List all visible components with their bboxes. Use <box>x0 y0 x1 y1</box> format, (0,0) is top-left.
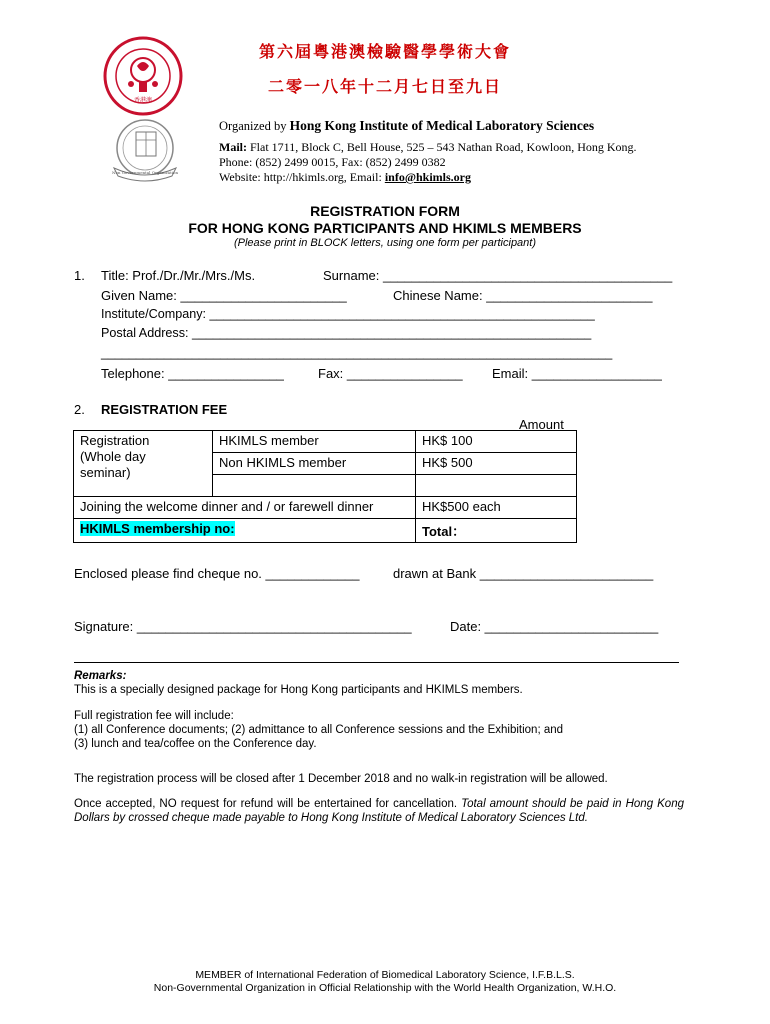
fax-field[interactable]: Fax: ________________ <box>318 366 463 381</box>
divider <box>74 662 679 663</box>
mail-label: Mail: <box>219 140 247 154</box>
section-2-number: 2. <box>74 402 85 417</box>
telephone-field[interactable]: Telephone: ________________ <box>101 366 284 381</box>
surname-field[interactable]: Surname: ________________________________________ <box>323 268 673 283</box>
seal-banner-text: Non Governmental Organization <box>111 170 179 175</box>
registration-label: Registration (Whole day seminar) <box>74 431 213 497</box>
title-field[interactable]: Title: Prof./Dr./Mr./Mrs./Ms. <box>101 268 256 283</box>
section-2-title: REGISTRATION FEE <box>101 402 228 417</box>
signature-field[interactable]: Signature: ______________________________________ <box>74 619 412 634</box>
table-row <box>74 519 577 543</box>
website-line <box>219 170 471 185</box>
email-field[interactable]: Email: __________________ <box>492 366 662 381</box>
table-row <box>74 431 577 453</box>
conference-logo <box>103 36 183 116</box>
dinner-fee: HK$500 each <box>416 497 577 519</box>
form-instruction: (Please print in BLOCK letters, using one form per participant) <box>233 237 537 249</box>
logo-text: 香港澳 <box>133 97 153 104</box>
nonmember-label: Non HKIMLS member <box>213 453 416 475</box>
mail-line <box>219 140 637 155</box>
refund-policy: Once accepted, NO request for refund will be entertained for cancellation. <box>74 798 458 810</box>
remarks-p2-line1: Full registration fee will include: <box>74 710 234 722</box>
empty-cell <box>213 475 416 497</box>
remarks-p4 <box>74 797 684 825</box>
email-link[interactable]: info@hkimls.org <box>384 170 471 184</box>
postal-address-cont[interactable]: _________________________________________________________________________ <box>101 346 613 360</box>
organizer-name: Hong Kong Institute of Medical Laboratory Sciences <box>289 118 595 133</box>
membership-no-cell[interactable] <box>74 519 416 543</box>
amount-header: Amount <box>519 417 564 432</box>
empty-cell <box>416 475 577 497</box>
registration-fee-table <box>73 430 577 543</box>
remarks-p2-line2: (1) all Conference documents; (2) admittance to all Conference sessions and the Exhibition; and <box>74 724 564 736</box>
phone-line: Phone: (852) 2499 0015, Fax: (852) 2499 0382 <box>219 155 446 169</box>
cheque-field[interactable]: Enclosed please find cheque no. _____________ <box>74 566 360 581</box>
date-field[interactable]: Date: ________________________ <box>450 619 659 634</box>
nonmember-fee: HK$ 500 <box>416 453 577 475</box>
conference-date-zh: 二零一八年十二月七日至九日 <box>267 77 502 96</box>
dinner-label: Joining the welcome dinner and / or farewell dinner <box>74 497 416 519</box>
mail-address: Flat 1711, Block C, Bell House, 525 – 543 Nathan Road, Kowloon, Hong Kong. <box>250 140 637 154</box>
form-subtitle-main: FOR HONG KONG PARTICIPANTS AND HKIMLS MEMBERS <box>188 220 582 236</box>
table-row <box>74 497 577 519</box>
organized-prefix: Organized by <box>219 119 287 133</box>
payment-instructions: Total amount should be paid in Hong Kong Dollars by crossed cheque made payable to Hong Kong Institute of Medical Laboratory Sciences Ltd. <box>74 798 684 824</box>
hkimls-seal-logo <box>108 118 182 184</box>
remarks-p3: The registration process will be closed after 1 December 2018 and no walk-in registration will be allowed. <box>74 773 608 785</box>
institute-field[interactable]: Institute/Company: _______________________________________________________ <box>101 307 595 321</box>
website-text: Website: http://hkimls.org, Email: <box>219 170 382 184</box>
given-name-field[interactable]: Given Name: _______________________ <box>101 288 347 303</box>
member-label: HKIMLS member <box>213 431 416 453</box>
form-title: REGISTRATION FORM <box>310 203 460 219</box>
total-label[interactable]: Total： <box>416 519 577 543</box>
section-1-number: 1. <box>74 268 85 283</box>
chinese-name-field[interactable]: Chinese Name: _______________________ <box>393 288 653 303</box>
bank-field[interactable]: drawn at Bank ________________________ <box>393 566 654 581</box>
remarks-p2-line3: (3) lunch and tea/coffee on the Conference day. <box>74 738 317 750</box>
conference-title-zh: 第六屆粵港澳檢驗醫學學術大會 <box>258 42 511 61</box>
remarks-heading: Remarks: <box>74 670 127 682</box>
postal-address-field[interactable]: Postal Address: _________________________________________________________ <box>101 326 592 340</box>
member-fee: HK$ 100 <box>416 431 577 453</box>
footer-line-2: Non-Governmental Organization in Official Relationship with the World Health Organization, W.H.O. <box>153 982 617 994</box>
remarks-p1: This is a specially designed package for Hong Kong participants and HKIMLS members. <box>74 684 523 696</box>
footer-line-1: MEMBER of International Federation of Biomedical Laboratory Science, I.F.B.L.S. <box>195 969 575 981</box>
organizer-line <box>219 118 594 134</box>
membership-no-label: HKIMLS membership no: <box>80 521 235 536</box>
